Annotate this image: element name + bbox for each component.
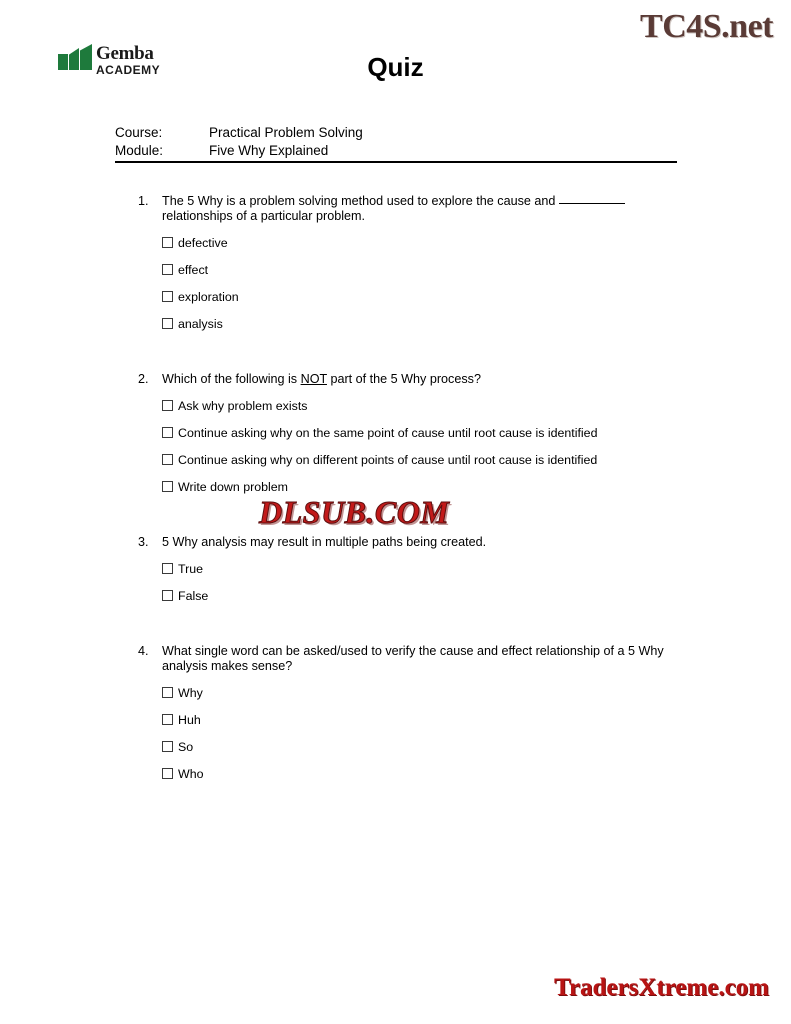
option-row[interactable]: [162, 236, 698, 250]
question-text: What single word can be asked/used to verify the cause and effect relationship of a 5 Why analysis makes sense?: [162, 644, 664, 673]
question-emphasis: NOT: [300, 372, 327, 386]
question-text-before: The 5 Why is a problem solving method used to explore the cause and: [162, 194, 556, 208]
question-number: 4.: [138, 644, 149, 658]
course-meta: [115, 124, 677, 160]
checkbox-icon[interactable]: [162, 454, 173, 465]
question-4: [138, 644, 698, 781]
question-number: 1.: [138, 194, 149, 208]
option-label: False: [178, 589, 209, 603]
option-row[interactable]: [162, 562, 698, 576]
question-1: [138, 194, 698, 331]
checkbox-icon[interactable]: [162, 427, 173, 438]
question-number: 3.: [138, 535, 149, 549]
option-label: analysis: [178, 317, 223, 331]
option-row[interactable]: [162, 713, 698, 727]
question-number: 2.: [138, 372, 149, 386]
option-label: Why: [178, 686, 203, 700]
option-row[interactable]: [162, 317, 698, 331]
checkbox-icon[interactable]: [162, 481, 173, 492]
checkbox-icon[interactable]: [162, 237, 173, 248]
question-3: [138, 535, 698, 603]
option-label: Who: [178, 767, 204, 781]
option-label: Ask why problem exists: [178, 399, 308, 413]
question-3-options: [162, 562, 698, 603]
question-text-after: part of the 5 Why process?: [326, 372, 481, 386]
option-row[interactable]: [162, 686, 698, 700]
checkbox-icon[interactable]: [162, 768, 173, 779]
option-row[interactable]: [162, 290, 698, 304]
logo-name-bottom: ACADEMY: [96, 63, 161, 77]
checkbox-icon[interactable]: [162, 714, 173, 725]
header-divider: [115, 161, 677, 163]
option-label: Huh: [178, 713, 201, 727]
question-4-options: [162, 686, 698, 781]
option-row[interactable]: [162, 767, 698, 781]
option-row[interactable]: [162, 263, 698, 277]
option-label: Continue asking why on different points of cause until root cause is identified: [178, 453, 598, 467]
checkbox-icon[interactable]: [162, 264, 173, 275]
watermark-top-right: TC4S.net: [640, 8, 773, 45]
option-row[interactable]: [162, 589, 698, 603]
answer-blank: [559, 203, 625, 204]
question-2-options: [162, 399, 698, 494]
option-row[interactable]: [162, 740, 698, 754]
module-row: [115, 142, 677, 160]
option-row[interactable]: [162, 426, 698, 440]
checkbox-icon[interactable]: [162, 590, 173, 601]
option-label: effect: [178, 263, 209, 277]
checkbox-icon[interactable]: [162, 400, 173, 411]
option-label: defective: [178, 236, 228, 250]
page-title: Quiz: [367, 52, 424, 82]
question-1-options: [162, 236, 698, 331]
checkbox-icon[interactable]: [162, 318, 173, 329]
option-label: Continue asking why on the same point of cause until root cause is identified: [178, 426, 598, 440]
checkbox-icon[interactable]: [162, 563, 173, 574]
watermark-bottom-right: TradersXtreme.com: [554, 974, 769, 1001]
option-row[interactable]: [162, 399, 698, 413]
course-row: [115, 124, 677, 142]
checkbox-icon[interactable]: [162, 741, 173, 752]
question-text: [162, 194, 698, 224]
question-text: [162, 372, 698, 387]
watermark-center: DLSUB.COM: [259, 494, 450, 530]
course-value: Practical Problem Solving: [209, 125, 363, 140]
logo-name-top: Gemba: [96, 43, 154, 64]
question-text-before: Which of the following is: [162, 372, 301, 386]
checkbox-icon[interactable]: [162, 687, 173, 698]
course-label: Course:: [115, 125, 163, 140]
module-value: Five Why Explained: [209, 143, 329, 158]
question-text: 5 Why analysis may result in multiple paths being created.: [162, 535, 487, 549]
option-row[interactable]: [162, 453, 698, 467]
option-label: So: [178, 740, 194, 754]
question-text-after: relationships of a particular problem.: [162, 209, 366, 223]
option-label: exploration: [178, 290, 239, 304]
module-label: Module:: [115, 143, 164, 158]
option-label: Write down problem: [178, 480, 288, 494]
option-label: True: [178, 562, 204, 576]
question-2: [138, 372, 698, 494]
checkbox-icon[interactable]: [162, 291, 173, 302]
